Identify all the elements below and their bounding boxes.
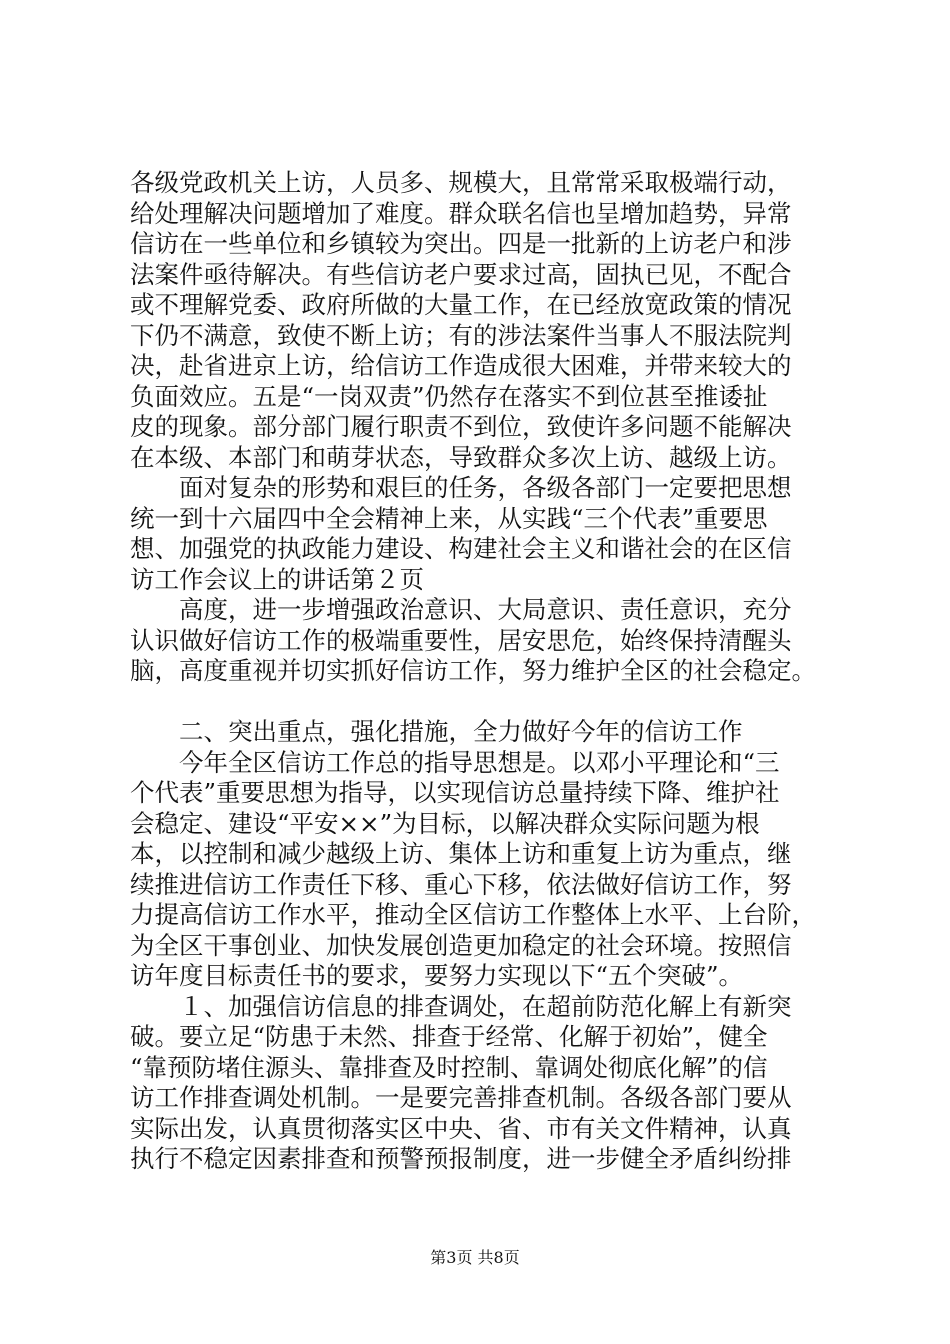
text-line: 法案件亟待解决。有些信访老户要求过高，固执已见，不配合 [130,259,792,289]
text-line: 各级党政机关上访，人员多、规模大，且常常采取极端行动， [130,168,792,197]
text-line: 负面效应。五是“一岗双责”仍然存在落实不到位甚至推诿扯 [130,381,768,411]
text-line: 脑，高度重视并切实抓好信访工作，努力维护全区的社会稳定。 [130,656,816,685]
text-line: 认识做好信访工作的极端重要性，居安思危，始终保持清醒头 [130,625,792,655]
text-line: 实际出发，认真贯彻落实区中央、省、市有关文件精神，认真 [130,1113,792,1143]
text-line: 会稳定、建设“平安××”为目标，以解决群众实际问题为根 [130,808,760,838]
text-line: 访年度目标责任书的要求，要努力实现以下“五个突破”。 [130,961,744,990]
text-line: 在本级、本部门和萌芽状态，导致群众多次上访、越级上访。 [130,442,792,472]
text-line: 想、加强党的执政能力建设、构建社会主义和谐社会的在区信 [130,534,792,563]
text-line: 个代表”重要思想为指导，以实现信访总量持续下降、维护社 [130,778,780,807]
text-line: １、加强信访信息的排查调处，在超前防范化解上有新突 [130,991,792,1021]
text-line: 统一到十六届四中全会精神上来，从实践“三个代表”重要思 [130,503,768,533]
page-footer: 第3页 共8页 [430,1248,520,1267]
text-line: 续推进信访工作责任下移、重心下移，依法做好信访工作，努 [130,869,792,899]
text-line: 二、突出重点，强化措施，全力做好今年的信访工作 [130,717,743,746]
text-line: 本，以控制和减少越级上访、集体上访和重复上访为重点，继 [130,839,792,868]
text-line: 下仍不满意，致使不断上访；有的涉法案件当事人不服法院判 [130,320,792,350]
document-body [130,168,830,1175]
text-line: 今年全区信访工作总的指导思想是。以邓小平理论和“三 [130,747,780,777]
text-line: “靠预防堵住源头、靠排查及时控制、靠调处彻底化解”的信 [130,1052,768,1082]
text-line: 访工作会议上的讲话第２页 [130,564,424,594]
text-line: 给处理解决问题增加了难度。群众联名信也呈增加趋势，异常 [130,198,792,228]
text-line: 访工作排查调处机制。一是要完善排查机制。各级各部门要从 [130,1083,792,1112]
text-line: 信访在一些单位和乡镇较为突出。四是一批新的上访老户和涉 [130,229,792,258]
text-line: 决，赴省进京上访，给信访工作造成很大困难，并带来较大的 [130,351,792,380]
text-line: 高度，进一步增强政治意识、大局意识、责任意识，充分 [130,595,792,624]
text-line: 执行不稳定因素排查和预警预报制度，进一步健全矛盾纠纷排 [130,1144,792,1173]
text-line: 力提高信访工作水平，推动全区信访工作整体上水平、上台阶， [130,900,816,929]
text-line: 皮的现象。部分部门履行职责不到位，致使许多问题不能解决 [130,412,792,441]
text-line: 或不理解党委、政府所做的大量工作，在已经放宽政策的情况 [130,290,792,319]
text-line: 面对复杂的形势和艰巨的任务，各级各部门一定要把思想 [130,473,792,502]
blank-line [130,687,830,718]
text-line: 为全区干事创业、加快发展创造更加稳定的社会环境。按照信 [130,930,792,960]
text-line: 破。要立足“防患于未然、排查于经常、化解于初始”，健全 [130,1022,768,1051]
